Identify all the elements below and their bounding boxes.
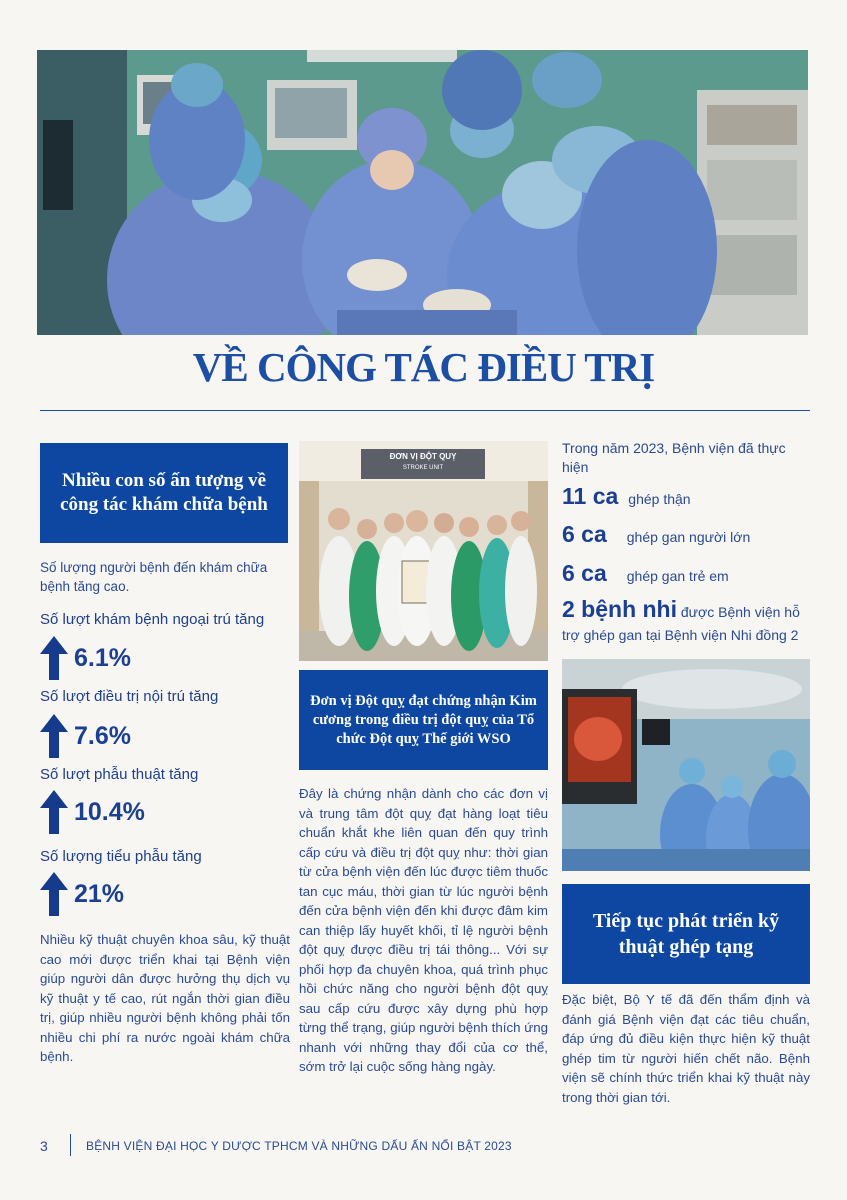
stat-value: 21%	[74, 879, 125, 908]
stat-row	[40, 714, 131, 758]
case-count: 11 ca	[562, 483, 619, 509]
pediatric-note	[562, 598, 812, 647]
right-body-text: Đặc biệt, Bộ Y tế đã đến thẩm định và đánh giá Bệnh viện đạt các tiêu chuẩn, đáp ứng đủ điều kiện thực hiện kỹ thuật ghép tim từ người hiến chết não. Bệnh viện sẽ chính thức triển khai kỹ thuật này trong thời gian tới.	[562, 992, 810, 1105]
case-row	[562, 560, 812, 587]
case-row	[562, 521, 812, 548]
case-desc: ghép gan trẻ em	[626, 568, 729, 584]
pediatric-count: 2 bệnh nhi	[562, 596, 677, 622]
middle-body-text: Đây là chứng nhận dành cho các đơn vị và trung tâm đột quỵ đạt hàng loạt tiêu chuẩn khắt khe liên quan đến quy trình cấp cứu và điều trị đột quỵ như: thời gian từ cửa bệnh viện đến lúc được tiêm thuốc tan cục máu, thời gian từ lúc người bệnh đến cửa bệnh viện đến khi được đâm kim can thiệp lấy huyết khối, tỉ lệ người bệnh đột quỵ được điều trị tái thông... Với sự phối hợp đa chuyên khoa, quá trình phục hồi chức năng cho người bệnh đột quỵ sau cấp cứu được xây dựng phù hợp từng thể trạng, giúp người bệnh thích ứng nhanh với những thay đổi của cơ thể, sớm trở lại cuộc sống hàng ngày.	[299, 786, 548, 1074]
arrow-up-icon	[40, 790, 68, 834]
stroke-unit-photo	[299, 441, 548, 661]
case-desc: ghép gan người lớn	[626, 529, 751, 545]
arrow-up-icon	[40, 636, 68, 680]
left-heading-text: Nhiều con số ấn tượng về công tác khám chữa bệnh	[60, 470, 268, 515]
arrow-up-icon	[40, 872, 68, 916]
title-divider	[40, 410, 810, 411]
photo-sign-text: ĐƠN VỊ ĐỘT QUỴ	[389, 452, 457, 461]
page-title: VỀ CÔNG TÁC ĐIỀU TRỊ	[192, 344, 655, 390]
photo-sign-subtext: STROKE UNIT	[402, 465, 444, 471]
right-heading-text: Tiếp tục phát triển kỹ thuật ghép tạng	[592, 910, 780, 958]
stat-value: 10.4%	[74, 797, 145, 826]
right-intro: Trong năm 2023, Bệnh viện đã thực hiện	[562, 440, 786, 475]
stat-label: Số lượt điều trị nội trú tăng	[40, 688, 219, 705]
arrow-up-icon	[40, 714, 68, 758]
stat-label: Số lượng tiểu phẫu tăng	[40, 848, 202, 865]
stat-label: Số lượt phẫu thuật tăng	[40, 766, 199, 783]
case-desc: ghép thận	[628, 491, 691, 507]
left-heading-box	[40, 443, 288, 543]
left-intro: Số lượng người bệnh đến khám chữa bệnh tăng cao.	[40, 560, 268, 594]
hero-surgery-photo	[37, 50, 808, 335]
footer-divider	[70, 1134, 71, 1156]
right-heading-box	[562, 884, 810, 984]
stat-row	[40, 872, 124, 916]
transplant-surgery-photo	[562, 659, 810, 871]
stat-row	[40, 636, 131, 680]
case-count: 6 ca	[562, 560, 607, 586]
stat-value: 6.1%	[74, 643, 131, 672]
middle-heading-text: Đơn vị Đột quỵ đạt chứng nhận Kim cương trong điều trị đột quỵ của Tổ chức Đột quỵ Thế giới WSO	[310, 692, 537, 747]
left-body-text: Nhiều kỹ thuật chuyên khoa sâu, kỹ thuật cao mới được triển khai tại Bệnh viện giúp người dân được hưởng thụ dịch vụ kỹ thuật y tế cao, rút ngắn thời gian điều trị, giúp nhiều người bệnh không phải tốn nhiều chi phí ra nước ngoài khám chữa bệnh.	[40, 932, 290, 1064]
stat-row	[40, 790, 145, 834]
case-row	[562, 483, 812, 510]
stat-label: Số lượt khám bệnh ngoại trú tăng	[40, 611, 265, 628]
pediatric-desc: được Bệnh viện hỗ trợ ghép gan tại Bệnh viện Nhi đồng 2	[562, 604, 800, 643]
middle-heading-box	[299, 670, 548, 770]
case-count: 6 ca	[562, 521, 607, 547]
page-number: 3	[40, 1138, 48, 1154]
footer-text: BỆNH VIỆN ĐẠI HỌC Y DƯỢC TPHCM VÀ NHỮNG DẤU ẤN NỔI BẬT 2023	[86, 1139, 512, 1153]
stat-value: 7.6%	[74, 721, 131, 750]
